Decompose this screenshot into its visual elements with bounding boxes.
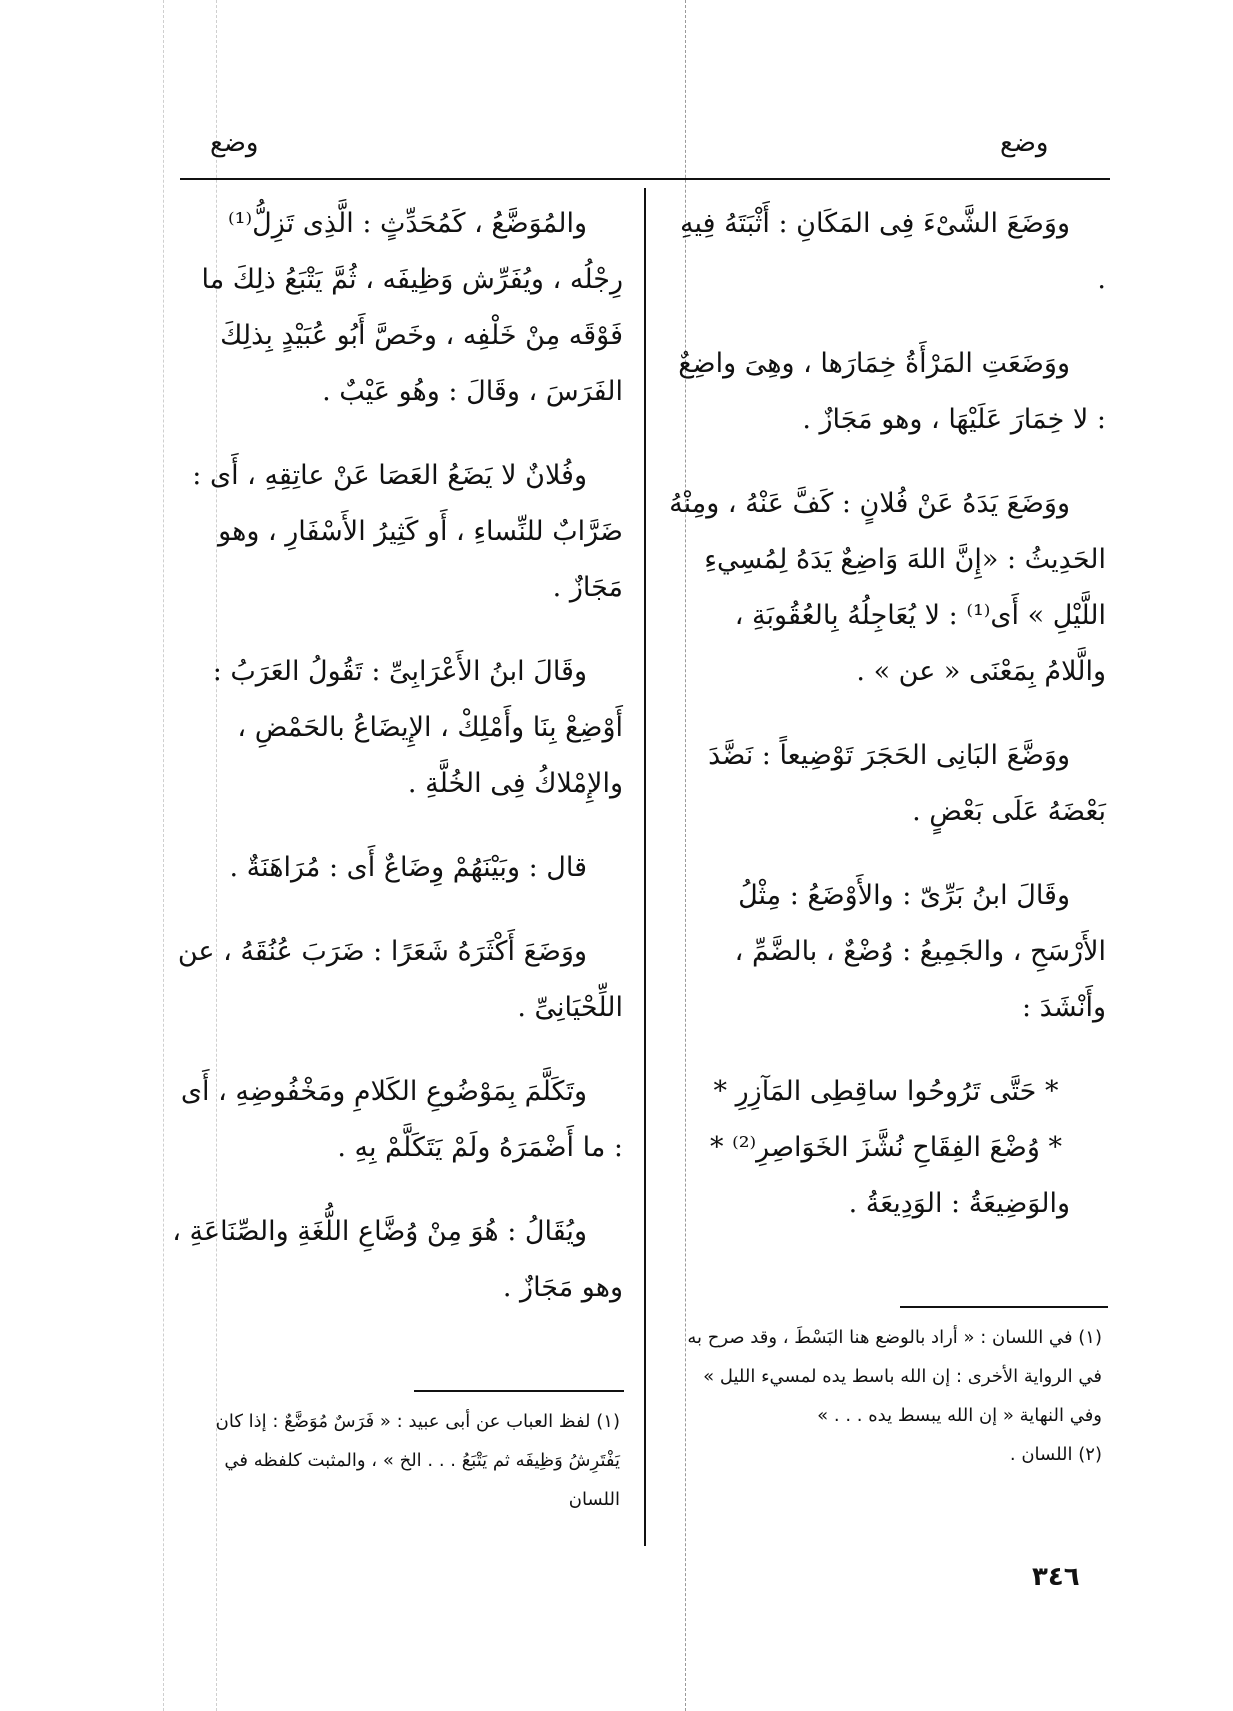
verse-line: * وُضْعَ الفِقَاحِ نُشَّزَ الخَوَاصِرِ⁽²⁾ * [710, 1132, 1062, 1163]
column-divider [644, 188, 646, 1546]
left-footnotes [170, 1402, 620, 1519]
left-column [168, 196, 623, 1344]
entry-paragraph: وفُلانٌ لا يَضَعُ العَصَا عَنْ عاتِقِهِ ، أَى : ضَرَّابٌ للنِّساءِ ، أَو كَثِيرُ الأَسْفَارِ ، وهو مَجَازٌ . [192, 460, 623, 603]
entry-paragraph: وتَكَلَّمَ بِمَوْضُوعِ الكَلامِ ومَخْفُوضِهِ ، أَى : ما أَضْمَرَهُ ولَمْ يَتَكَلَّمْ بِهِ . [180, 1076, 623, 1163]
footnote: (١) لفظ العباب عن أبى عبيد : « فَرَسٌ مُوَضَّعٌ : إذا كان يَفْتَرِشُ وَظِيفَه ثم يَتْبَعُ . . . الخ » ، والمثبت كلفظه في اللسان [215, 1411, 620, 1510]
footnote: (٢) اللسان . [1009, 1444, 1102, 1465]
entry-paragraph: ووَضَعَ الشَّىْءَ فِى المَكَانِ : أَثْبَتَهُ فِيهِ . [679, 208, 1106, 295]
header-word-left: وضع [210, 128, 259, 158]
footnote: (١) في اللسان : « أراد بالوضع هنا البَسْطَ ، وقد صرح به في الرواية الأخرى : إن الله باسط يده لمسيء الليل » وفي النهاية « إن الله يبسط يده . . . » [687, 1327, 1102, 1426]
entry-paragraph: ويُقَالُ : هُوَ مِنْ وُضَّاعِ اللُّغَةِ والصِّنَاعَةِ ، وهو مَجَازٌ . [172, 1216, 623, 1303]
entry-paragraph: ووَضَعَتِ المَرْأَةُ خِمَارَها ، وهِىَ واضِعٌ : لا خِمَارَ عَلَيْهَا ، وهو مَجَازٌ . [678, 348, 1106, 435]
entry-paragraph: والوَضِيعَةُ : الوَدِيعَةُ . [848, 1188, 1070, 1219]
entry-paragraph: قال : وبَيْنَهُمْ وِضَاعٌ أَى : مُرَاهَنَةٌ . [229, 852, 587, 883]
entry-paragraph: ووَضَعَ أَكْثَرَهُ شَعَرًا : ضَرَبَ عُنُقَهُ ، عن اللِّحْيَانِىِّ . [177, 936, 623, 1023]
entry-paragraph: وقَالَ ابنُ الأَعْرَابِىِّ : تَقُولُ العَرَبُ : أَوْضِعْ بِنَا وأَمْلِكْ ، الإِيضَاعُ بالحَمْضِ ، والإِمْلاكُ فِى الخُلَّةِ . [212, 656, 623, 799]
left-footnote-rule [414, 1390, 624, 1392]
right-footnotes [670, 1318, 1102, 1474]
right-column [666, 196, 1106, 1260]
scan-margin-line-left [163, 0, 164, 1711]
header-word-right: وضع [1000, 128, 1049, 158]
verse-line: * حَتَّى تَرُوحُوا ساقِطِى المَآزِرِ * [713, 1076, 1059, 1107]
right-footnote-rule [900, 1306, 1108, 1308]
page-number: ٣٤٦ [1032, 1562, 1080, 1592]
entry-paragraph: والمُوَضَّعُ ، كَمُحَدِّثٍ : الَّذِى تَزِلُّ⁽¹⁾ رِجْلُه ، ويُفَرِّش وَظِيفَه ، ثُمَّ يَتْبَعُ ذلِكَ ما فَوْقَه مِنْ خَلْفِه ، وخَصَّ أَبُو عُبَيْدٍ بِذلِكَ الفَرَسَ ، وقَالَ : وهُو عَيْبٌ . [201, 208, 623, 407]
header-rule [180, 178, 1110, 180]
entry-paragraph: ووَضَعَ يَدَهُ عَنْ فُلانٍ : كَفَّ عَنْهُ ، ومِنْهُ الحَدِيثُ : «إِنَّ اللهَ وَاضِعٌ يَدَهُ لِمُسِيءِ اللَّيْلِ » أَى⁽¹⁾ : لا يُعَاجِلُهُ بِالعُقُوبَةِ ، والَّلامُ بِمَعْنَى « عن » . [669, 488, 1106, 687]
entry-paragraph: وقَالَ ابنُ بَرِّىّ : والأَوْضَعُ : مِثْلُ الأَرْسَحِ ، والجَمِيعُ : وُضْعٌ ، بالضَّمِّ ، وأَنْشَدَ : [734, 880, 1106, 1023]
entry-paragraph: ووَضَّعَ البَانِى الحَجَرَ تَوْضِيعاً : نَضَّدَ بَعْضَهُ عَلَى بَعْضٍ . [708, 740, 1106, 827]
